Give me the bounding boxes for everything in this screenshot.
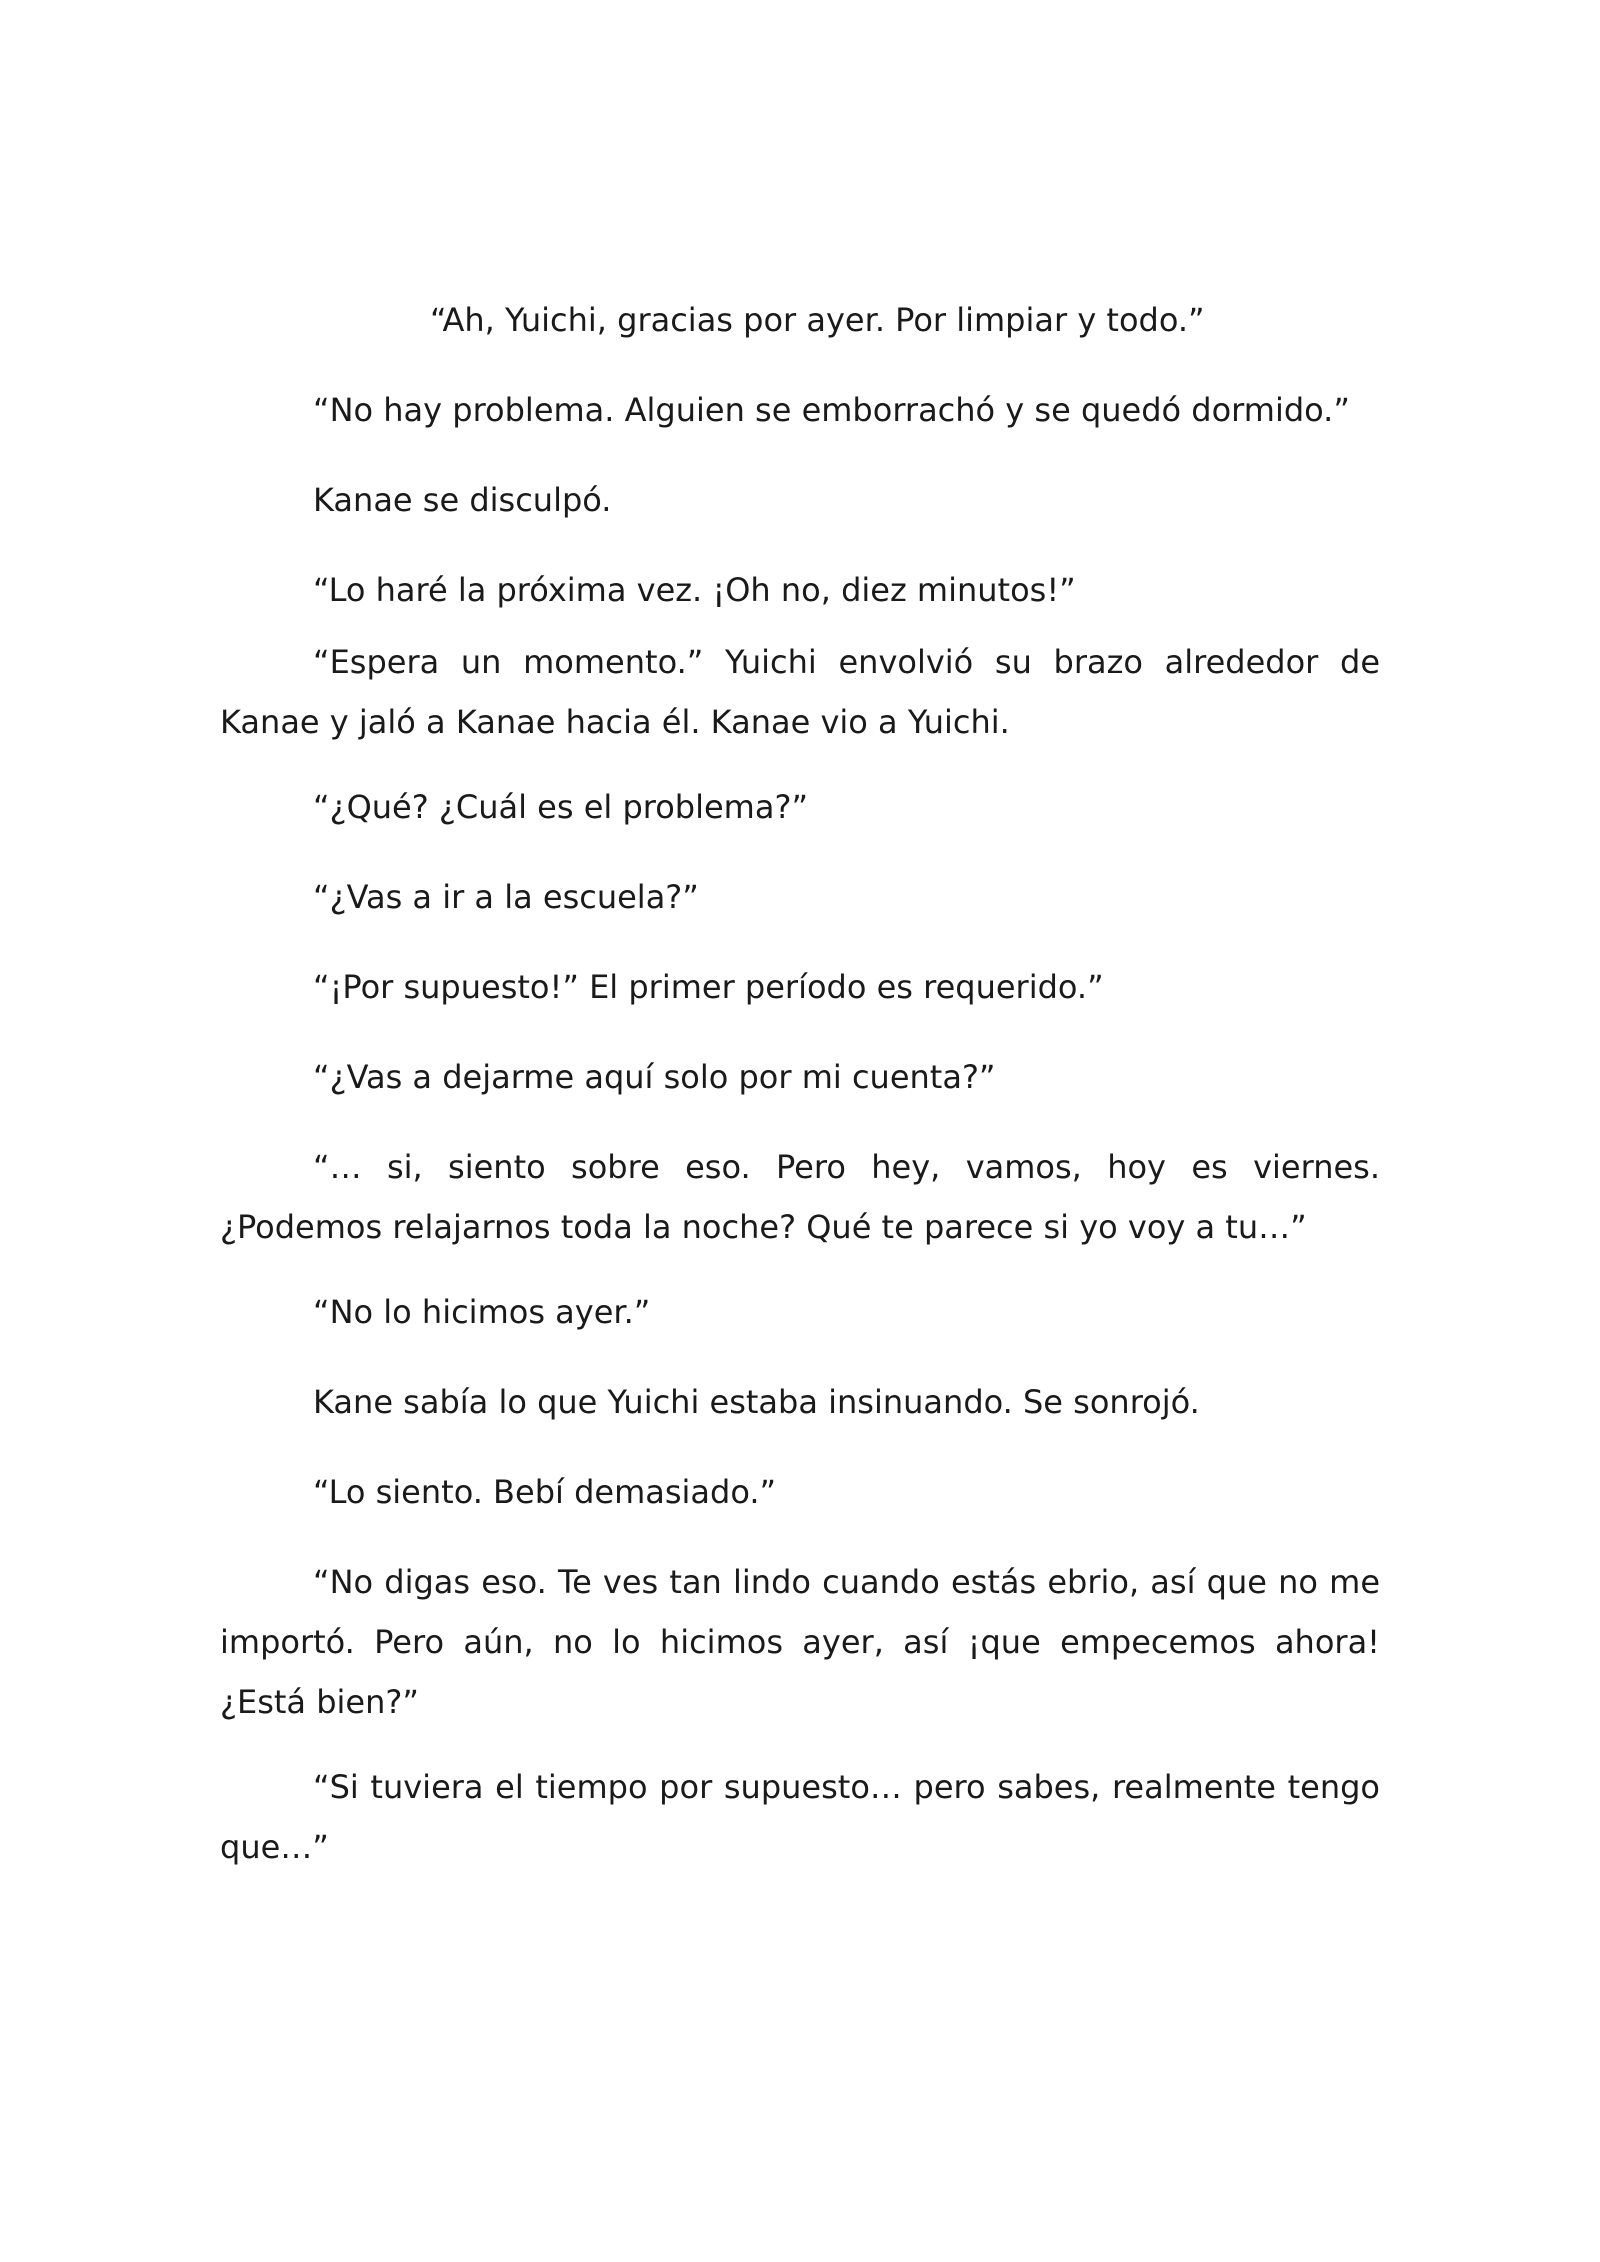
paragraph-13: “Lo siento. Bebí demasiado.” [313,1473,777,1511]
paragraph-2: “No hay problema. Alguien se emborrachó y se quedó dormido.” [313,391,1350,429]
paragraph-12: Kane sabía lo que Yuichi estaba insinuando. Se sonrojó. [313,1383,1200,1421]
paragraph-3: Kanae se disculpó. [313,481,612,519]
paragraph-5: “Espera un momento.” Yuichi envolvió su brazo alrededor de Kanae y jaló a Kanae hacia él. Kanae vio a Yuichi. [220,643,1380,741]
paragraph-6: “¿Qué? ¿Cuál es el problema?” [313,788,809,826]
paragraph-8: “¡Por supuesto!” El primer período es requerido.” [313,968,1104,1006]
paragraph-9: “¿Vas a dejarme aquí solo por mi cuenta?” [313,1058,996,1096]
paragraph-7: “¿Vas a ir a la escuela?” [313,878,699,916]
story-text [220,290,1380,1877]
paragraph-15: “Si tuviera el tiempo por supuesto… pero sabes, realmente tengo que…” [220,1768,1380,1866]
paragraph-14: “No digas eso. Te ves tan lindo cuando estás ebrio, así que no me importó. Pero aún, no lo hicimos ayer, así ¡que empecemos ahora! ¿Está bien?” [220,1563,1380,1721]
paragraph-10: “… si, siento sobre eso. Pero hey, vamos, hoy es viernes. ¿Podemos relajarnos toda la noche? Qué te parece si yo voy a tu…” [220,1148,1380,1246]
paragraph-4: “Lo haré la próxima vez. ¡Oh no, diez minutos!” [313,571,1076,609]
paragraph-11: “No lo hicimos ayer.” [313,1293,651,1331]
paragraph-1: “Ah, Yuichi, gracias por ayer. Por limpiar y todo.” [430,301,1205,339]
